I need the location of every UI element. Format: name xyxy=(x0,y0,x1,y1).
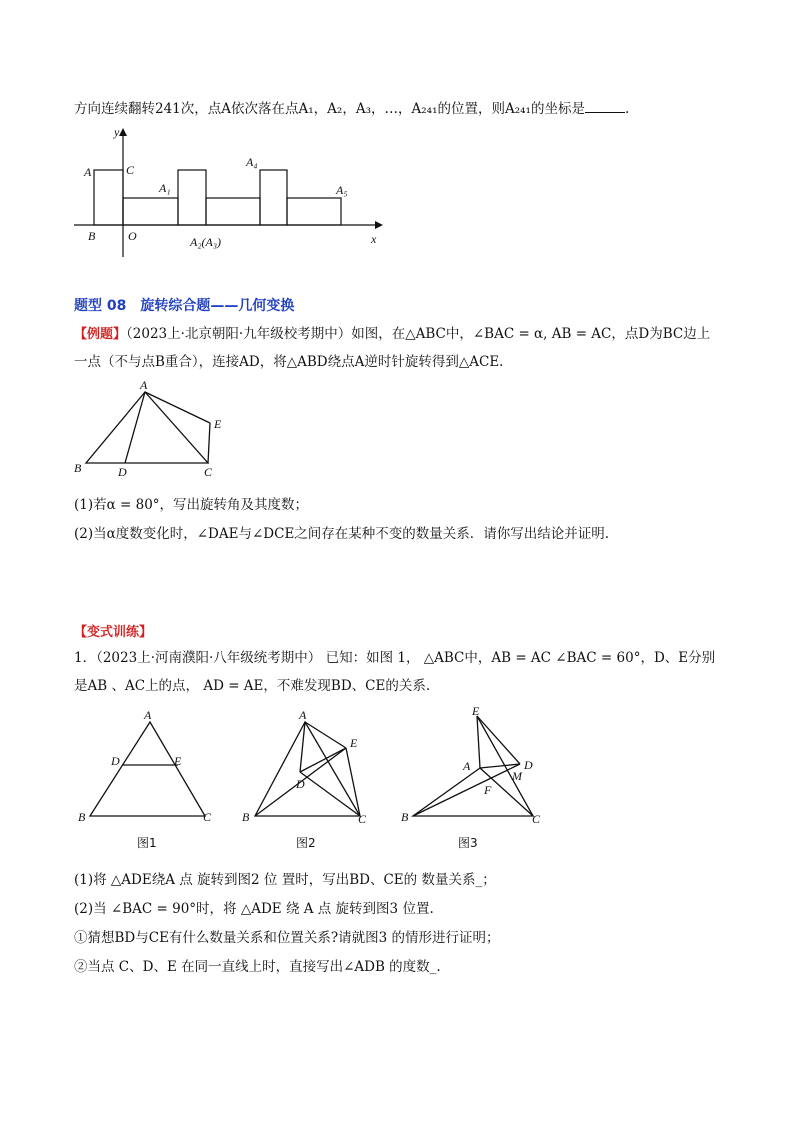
label-B: B xyxy=(88,229,96,243)
fig1-label-B: B xyxy=(78,810,86,824)
fig2-label-D: D xyxy=(296,777,305,791)
caption-figure-1: 图1 xyxy=(137,836,157,850)
flip-rectangles-figure xyxy=(70,122,390,262)
section-heading: 题型 08 旋转综合题——几何变换 xyxy=(74,298,295,314)
practice-line-1: 1．（2023上·河南濮阳·八年级统考期中） 已知：如图 1， △ABC中，AB = AC ∠BAC = 60°，D、E分别 xyxy=(74,650,716,666)
fig1-label-C: C xyxy=(203,810,212,824)
example-tag: 【例题】 xyxy=(74,327,127,342)
answer-blank xyxy=(585,98,625,113)
fig2-segment-DC xyxy=(300,772,360,816)
label-A1: A₁ xyxy=(159,181,171,195)
practice-tag: 【变式训练】 xyxy=(74,625,153,640)
fig3-segment-ED xyxy=(477,716,520,764)
example-question-2: (2)当α度数变化时，∠DAE与∠DCE之间存在某种不变的数量关系．请你写出结论并证明. xyxy=(74,526,610,542)
caption-figure-2: 图2 xyxy=(296,836,316,850)
practice-question-2: (2)当 ∠BAC = 90°时，将 △ADE 绕 A 点 旋转到图3 位置. xyxy=(74,901,434,917)
fig2-triangle-ABC xyxy=(255,722,360,816)
label-C: C xyxy=(204,465,213,479)
fig2-label-C: C xyxy=(358,812,367,826)
fig2-label-E: E xyxy=(350,736,358,750)
example-question-1: (1)若α = 80°，写出旋转角及其度数； xyxy=(74,497,309,513)
rect-4 xyxy=(260,170,287,225)
fig2-label-B: B xyxy=(242,810,250,824)
fig3-label-M: M xyxy=(512,769,522,783)
segment-AE xyxy=(145,392,210,423)
practice-figure-2 xyxy=(242,708,367,850)
label-A2-A3: A₂(A₃) xyxy=(190,235,221,249)
label-C: C xyxy=(126,163,135,177)
practice-question-1: (1)将 △ADE绕A 点 旋转到图2 位 置时，写出BD、CE的 数量关系_； xyxy=(74,872,496,888)
triangle-ABC xyxy=(86,392,208,463)
label-A4: A₄ xyxy=(246,155,258,169)
label-A: A xyxy=(84,165,92,179)
rect-5 xyxy=(287,198,341,225)
fig1-label-A: A xyxy=(144,708,152,722)
segment-AD xyxy=(125,392,145,463)
fig3-label-B: B xyxy=(401,810,409,824)
rect-initial xyxy=(94,170,123,225)
label-B: B xyxy=(74,461,82,475)
fig3-label-E: E xyxy=(472,704,480,718)
fig2-segment-AE xyxy=(305,722,346,748)
label-y: y xyxy=(114,125,120,139)
fig3-label-F: F xyxy=(484,783,492,797)
label-A5: A₅ xyxy=(336,183,348,197)
y-axis-arrow xyxy=(119,128,127,136)
practice-question-4: ②当点 C、D、E 在同一直线上时，直接写出∠ADB 的度数_. xyxy=(74,959,441,975)
fig1-triangle-ABC xyxy=(90,722,205,816)
practice-question-3: ①猜想BD与CE有什么数量关系和位置关系?请就图3 的情形进行证明； xyxy=(74,930,500,946)
rect-2 xyxy=(178,170,206,225)
fig3-segment-AE xyxy=(477,716,480,768)
rect-1 xyxy=(123,198,178,225)
segment-EC xyxy=(208,423,210,463)
fig3-label-D: D xyxy=(524,758,533,772)
fig3-label-C: C xyxy=(532,812,541,826)
practice-tag-line xyxy=(74,622,152,643)
practice-figure-1 xyxy=(78,708,212,850)
fig2-label-A: A xyxy=(299,708,307,722)
x-axis-arrow xyxy=(375,221,383,229)
fig3-label-A: A xyxy=(463,759,471,773)
example-line-1: 【例题】（2023上·北京朝阳·九年级校考期中）如图，在△ABC中，∠BAC = α, AB = AC，点D为BC边上 xyxy=(74,326,711,342)
label-O: O xyxy=(128,229,137,243)
fig2-segment-EC xyxy=(346,748,360,816)
practice-figures xyxy=(70,700,570,860)
rotation-triangle-figure xyxy=(70,378,240,478)
label-E: E xyxy=(214,417,222,431)
caption-figure-3: 图3 xyxy=(458,836,478,850)
problem-continuation: 方向连续翻转241次，点A依次落在点A₁，A₂，A₃，…，A₂₄₁的位置，则A₂₄₁的坐标是 . xyxy=(74,98,629,119)
practice-line-2: 是AB 、AC上的点， AD = AE，不难发现BD、CE的关系. xyxy=(74,678,431,694)
example-line-2: 一点（不与点B重合），连接AD，将△ABD绕点A逆时针旋转得到△ACE. xyxy=(74,354,504,370)
practice-figure-3 xyxy=(401,704,541,850)
rect-3 xyxy=(206,198,260,225)
fig1-label-E: E xyxy=(174,754,182,768)
label-D: D xyxy=(118,465,127,479)
fig1-label-D: D xyxy=(111,754,120,768)
label-A: A xyxy=(140,378,148,392)
label-x: x xyxy=(371,232,377,246)
